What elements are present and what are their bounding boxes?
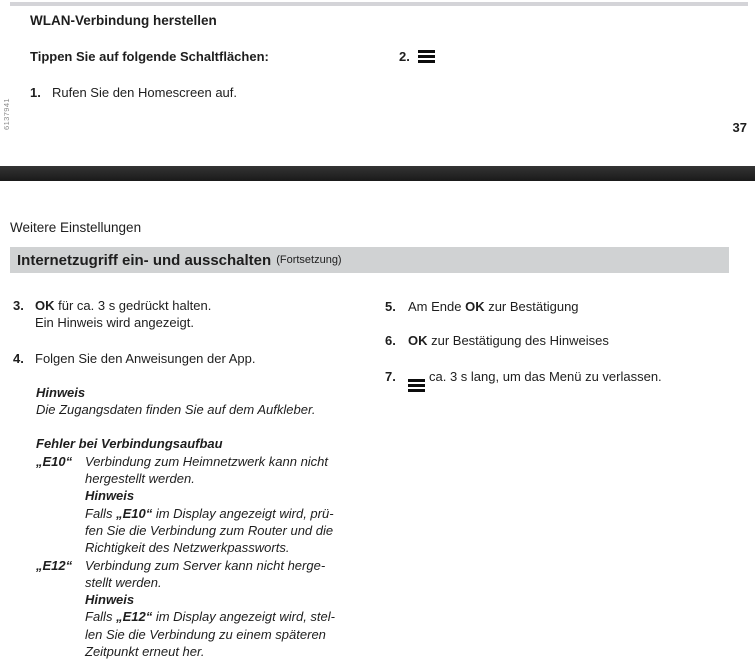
page-divider-bar <box>0 166 755 181</box>
menu-icon <box>418 50 435 63</box>
note-hinweis-label: Hinweis <box>36 384 86 400</box>
step-3-number: 3. <box>13 298 24 313</box>
document-code-vertical: 6137941 <box>2 98 11 130</box>
section-header-bar <box>10 247 729 273</box>
error-e10 <box>36 453 375 557</box>
error-e12 <box>36 557 375 661</box>
step-3-line2: Ein Hinweis wird angezeigt. <box>35 315 194 331</box>
error-e10-note-label: Hinweis <box>85 488 135 504</box>
step-3 <box>13 297 375 332</box>
step-6 <box>385 332 751 349</box>
step-1-text: Rufen Sie den Homescreen auf. <box>52 85 237 100</box>
right-column <box>385 298 751 392</box>
section-title-suffix: (Fortsetzung) <box>276 254 342 266</box>
error-e12-body: Verbindung zum Server kann nicht herge- stellt werden. Hinweis Falls „E12“ im Display angezeigt wird, stel- len Sie die Verbindung zu einem späteren Zeitpunkt erneut her. <box>85 557 375 661</box>
error-e12-code: „E12“ <box>36 557 73 573</box>
step-4-number: 4. <box>13 350 24 366</box>
page1-intro-text: Tippen Sie auf folgende Schaltflächen: <box>30 49 269 64</box>
step-7-number: 7. <box>385 368 396 384</box>
step-5-text: Am Ende OK zur Bestätigung <box>408 299 579 314</box>
step-6-text: OK zur Bestätigung des Hinweises <box>408 333 609 349</box>
step-6-number: 6. <box>385 333 396 349</box>
errors-title: Fehler bei Verbindungsaufbau <box>36 436 223 452</box>
section-title: Internetzugriff ein- und ausschalten <box>17 251 272 269</box>
error-e10-code: „E10“ <box>36 453 73 469</box>
step-4 <box>13 350 375 367</box>
step-5-number: 5. <box>385 299 396 314</box>
page-number: 37 <box>732 120 747 135</box>
step-3-text: OK für ca. 3 s gedrückt halten. Ein Hinweis wird angezeigt. <box>35 298 212 331</box>
note-hinweis <box>36 384 375 419</box>
top-rule <box>10 2 748 6</box>
step-7 <box>385 368 751 392</box>
step-2 <box>399 49 435 64</box>
page1-section-title: WLAN-Verbindung herstellen <box>30 13 217 28</box>
step-5 <box>385 298 751 315</box>
error-e12-note-line1: Falls „E12“ im Display angezeigt wird, stel- <box>85 609 335 625</box>
step-4-text: Folgen Sie den Anweisungen der App. <box>35 350 256 366</box>
chapter-title: Weitere Einstellungen <box>10 220 142 235</box>
menu-icon <box>408 379 425 392</box>
left-column <box>13 297 375 660</box>
error-e10-note-line1: Falls „E10“ im Display angezeigt wird, prü- <box>85 505 334 521</box>
step-7-text: ca. 3 s lang, um das Menü zu verlassen. <box>408 368 662 392</box>
note-hinweis-text: Die Zugangsdaten finden Sie auf dem Aufkleber. <box>36 402 316 418</box>
step-1-number: 1. <box>30 85 41 100</box>
error-e10-body: Verbindung zum Heimnetzwerk kann nicht hergestellt werden. Hinweis Falls „E10“ im Display angezeigt wird, prü- fen Sie die Verbindung zum Router und die Richtigkeit des Netzwerkpassworts. <box>85 453 375 557</box>
error-e12-note-label: Hinweis <box>85 592 135 608</box>
step-2-number: 2. <box>399 49 410 64</box>
notes-block <box>36 384 375 660</box>
step-1 <box>30 84 237 101</box>
